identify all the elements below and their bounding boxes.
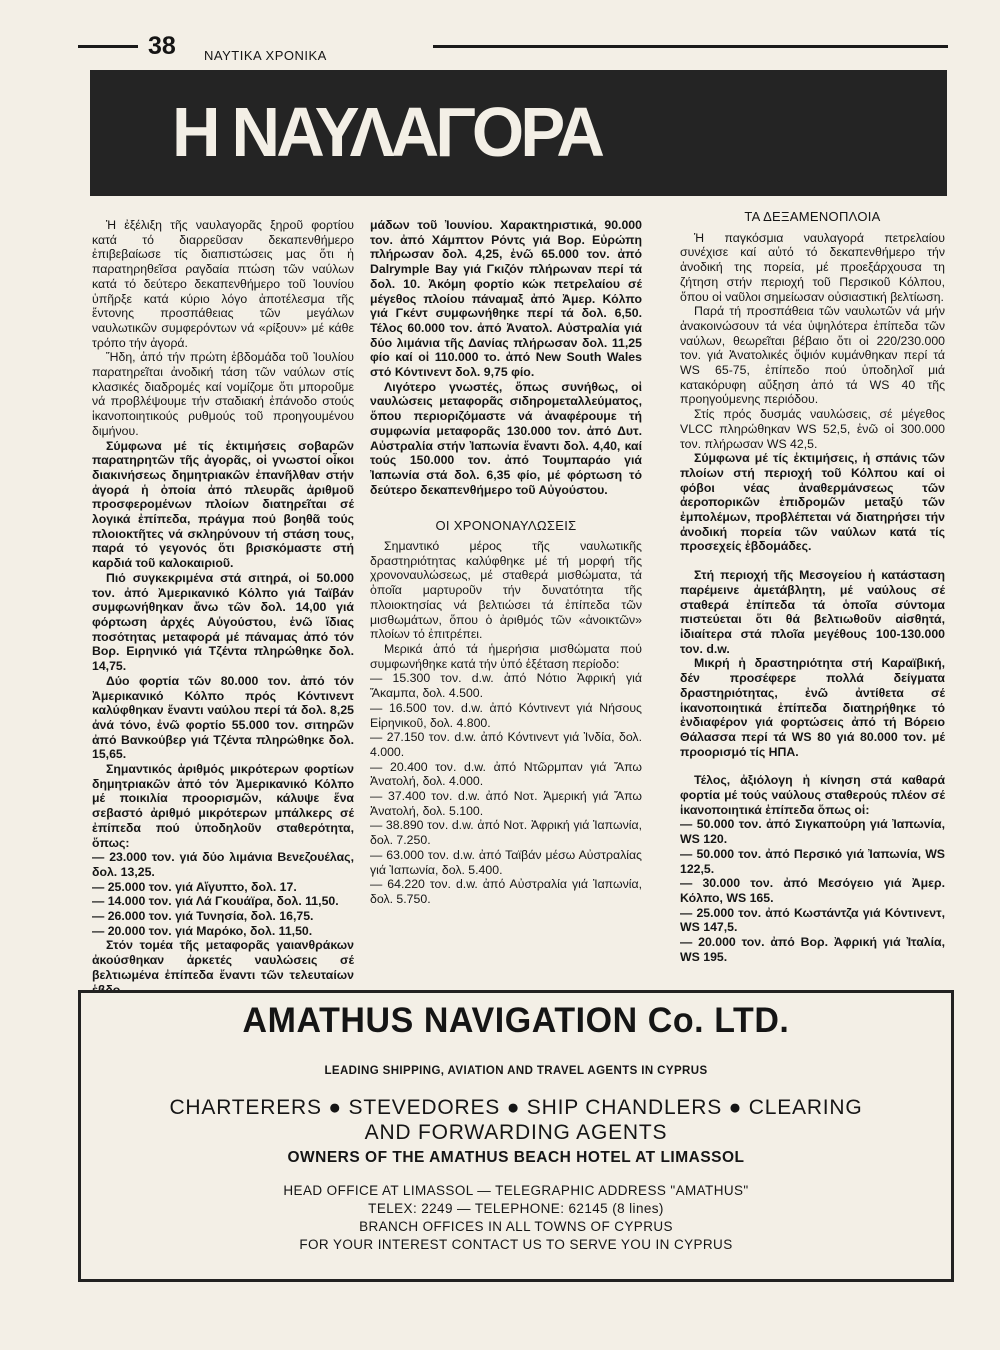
advertisement-box: [78, 990, 954, 1282]
paragraph: Στόν τομέα τῆς μεταφορᾶς γαιανθράκων ἀκούσθηκαν ἀρκετές ναυλώσεις σέ βελτιωμένα ἐπίπεδα ἔναντι τῶν τελευταίων: [92, 938, 354, 982]
article-column-2: [370, 218, 642, 907]
head-office-line: HEAD OFFICE AT LIMASSOL — TELEGRAPHIC ADDRESS "AMATHUS": [283, 1183, 749, 1198]
services-line-1: CHARTERERS ● STEVEDORES ● SHIP CHANDLERS ● CLEARING: [169, 1096, 863, 1119]
company-name: AMATHUS NAVIGATION Co. LTD.: [242, 1001, 790, 1040]
list-item: — 20.400 τον. d.w. ἀπό Ντῶρμπαν γιά Ἄπω Ἀνατολή, δολ. 4.000.: [370, 759, 642, 789]
paragraph: Σύμφωνα μέ τίς ἐκτιμήσεις σοβαρῶν παρατηρητῶν τῆς ἀγορᾶς, οἱ γνωστοί οἶκοι διακινήσεως δημητριακῶν ἐπανῆλθαν στήν ἀγορά ἡ ὁποία ἀπό πλευρᾶς ἀριθμοῦ προσφερομένων πλοίων διατηρεῖται σέ λογικά ἐπίπεδα, πράγμα πού βοηθᾶ τούς πλοιοκτῆτες νά σκληρύνουν τή στάση τους, παρά τό γεγονός ὅτι βρισκόμαστε στή καρδιά τοῦ καλοκαιριοῦ.: [92, 438, 354, 571]
paragraph: Σημαντικό μέρος τῆς ναυλωτικῆς δραστηριότητας καλύφθηκε μέ τή μορφή τῆς χρονοναυλώσεως, μέ σταθερά μισθώματα, τά ὁποῖα μαρτυροῦν τήν δυνατότητα τῆς πλοιοκτησίας νά βελτιώσει τά ἐπίπεδα τῶν μισθωμάτων, ὅπου ὁ ἀριθμός τῶν «ἀνοικτῶν» πλοίων τό ἐπιτρέπει.: [370, 539, 642, 642]
list-item: — 26.000 τον. γιά Τυνησία, δολ. 16,75.: [92, 909, 314, 924]
paragraph: Λιγότερο γνωστές, ὅπως συνήθως, οἱ ναυλώσεις μεταφορᾶς σιδηρομεταλλεύματος, ὅπου περιοριζόμαστε νά ἀναφέρουμε τή συμφωνία μεταφορᾶς 130.000 τον. ἀπό Δυτ. Αὐστραλία στήν Ἰαπωνία ἔναντι δολ. 4,40, καί τούς 150.000 τον. ἀπό Τουμπαράο γιά Ἰαπωνία στά δολ. 6,35 φίο, μέ φόρτωση τό δεύτερο δεκαπενθήμερο τοῦ Αὐγούστου.: [370, 379, 642, 497]
list-item: — 37.400 τον. d.w. ἀπό Νοτ. Ἀμερική γιά Ἄπω Ἀνατολή, δολ. 5.100.: [370, 789, 642, 818]
section-heading-tankers: ΤΑ ΔΕΞΑΜΕΝΟΠΛΟΙΑ: [744, 209, 881, 224]
paragraph: Δύο φορτία τῶν 80.000 τον. ἀπό τόν Ἀμερικανικό Κόλπο πρός Κόντινεντ καλύφθηκαν ἔναντι ναύλου περί τά δολ. 8,25 ἀνά τόνο, ἐνῶ φορτίο 55.000 τον. σιτηρῶν ἀπό Βανκούβερ γιά Τζέντα πληρώθηκε δολ. 15,65.: [92, 673, 354, 762]
paragraph: Στή περιοχή τῆς Μεσογείου ἡ κατάσταση παρέμεινε ἀμετάβλητη, μέ ναύλους σέ σταθερά ἐπίπεδα τά ὁποῖα σύντομα πιστεύεται ὅτι θά βελτιωθοῦν αἰσθητά, ἰδιαίτερα στά πλοῖα μεγέθους 100-130.000 τον. d.w.: [680, 568, 945, 656]
section-heading-time-charters: ΟΙ ΧΡΟΝΟΝΑΥΛΩΣΕΙΣ: [435, 518, 577, 534]
journal-name: ΝΑΥΤΙΚΑ ΧΡΟΝΙΚΑ: [204, 48, 327, 63]
paragraph: Σύμφωνα μέ τίς ἐκτιμήσεις, ἡ σπάνις τῶν πλοίων στή περιοχή τοῦ Κόλπου καί οἱ φόβοι νέας ἀναθερμάνσεως τῶν ἀεροπορικῶν ἐπιδρομῶν μεταξύ τῶν ἐμπολέμων, προβλέπεται νά διατηρήσει τήν ἀνοδική πορεία τῶν ναύλων κατά τίς προσεχείς ἑβδομάδες.: [680, 451, 945, 554]
services-line-2: AND FORWARDING AGENTS: [364, 1121, 668, 1144]
paragraph: Ἡ παγκόσμια ναυλαγορά πετρελαίου συνέχισε καί αὐτό τό δεκαπενθήμερο τήν ἀνοδική της πορεία, μέ προεξάρχουσα τη ζήτηση στήν περιοχή τοῦ Περσικοῦ Κόλπου, ὅπου οἱ ναῦλοι σημείωσαν οὐσιαστική βελτίωση.: [680, 230, 945, 304]
branches-line: BRANCH OFFICES IN ALL TOWNS OF CYPRUS: [359, 1219, 673, 1234]
list-item: — 16.500 τον. d.w. ἀπό Κόντινεντ γιά Νήσους Εἰρηνικοῦ, δολ. 4.800.: [370, 700, 642, 730]
section-title: Η ΝΑΥΛΑΓΟΡΑ: [172, 93, 602, 171]
list-item: — 14.000 τον. γιά Λά Γκουάϊρα, δολ. 11,50.: [92, 894, 339, 909]
list-item: — 50.000 τον. ἀπό Σιγκαπούρη γιά Ἰαπωνία, WS 120.: [680, 817, 945, 847]
list-item: — 27.150 τον. d.w. ἀπό Κόντινεντ γιά Ἰνδία, δολ. 4.000.: [370, 730, 642, 759]
list-item: — 30.000 τον. ἀπό Μεσόγειο γιά Ἀμερ. Κόλπο, WS 165.: [680, 876, 945, 905]
paragraph: Πιό συγκεκριμένα στά σιτηρά, οἱ 50.000 τον. ἀπό Ἀμερικανικό Κόλπο γιά Ταϊβάν συμφωνήθηκαν ἄνω τῶν δολ. 14,00 γιά φόρτωση ἀρχές Αὐγούστου, ἐνῶ ἴδιας ποσότητας μεταφορά μέ πάναμας ἀπό τόν Βορ. Ειρηνικό γιά Τζέντα πληρώθηκε δολ. 14,75.: [92, 570, 354, 674]
list-item: — 23.000 τον. γιά δύο λιμάνια Βενεζουέλας, δολ. 13,25.: [92, 850, 354, 879]
paragraph: Παρά τή προσπάθεια τῶν ναυλωτῶν νά μήν ἀνακοινώσουν τά νέα ὑψηλότερα ἐπίπεδα τῶν ναύλων, θεωρεῖται βέβαιο ὅτι οἱ 220/230.000 τον. γιά Ἀνατολικές ὄψιόν κυμάνθηκαν περί τά WS 65-75, ἐπίπεδο πού ὑποδηλοῖ μιά κατακόρυφη αὔξηση ἀπό τά WS 40 τῆς προηγούμενης περιόδου.: [680, 304, 945, 407]
contact-line: FOR YOUR INTEREST CONTACT US TO SERVE YOU IN CYPRUS: [299, 1237, 733, 1252]
page-header: [78, 32, 948, 66]
paragraph: Στίς πρός δυσμάς ναυλώσεις, σέ μέγεθος VLCC πληρώθηκαν WS 52,5, ἐνῶ οἱ 300.000 τον. πλήρωσαν WS 42,5.: [680, 407, 945, 451]
list-item: — 64.220 τον. d.w. ἀπό Αὐστραλία γιά Ἰαπωνία, δολ. 5.750.: [370, 877, 642, 906]
list-item: — 15.300 τον. d.w. ἀπό Νότιο Ἀφρική γιά Ἄκαμπα, δολ. 4.500.: [370, 671, 642, 701]
list-item: — 20.000 τον. γιά Μαρόκο, δολ. 11,50.: [92, 923, 313, 938]
list-item: — 25.000 τον. ἀπό Κωστάντζα γιά Κόντινεντ, WS 147,5.: [680, 905, 945, 935]
article-column-3: [680, 210, 945, 964]
paragraph: Μικρή ἡ δραστηριότητα στή Καραϊβική, δέν προσέφερε πολλά δείγματα δραστηριότητας, ἐνῶ ἀντίθετα σέ ἱκανοποιητικά ἐπίπεδα διατηρήθηκε τό ἐνδιαφέρον γιά φορτώσεις ἀπό τή Βόρειο Θάλασσα περί τά WS 80 γιά 80.000 τον. μέ προορισμό τίς ΗΠΑ.: [680, 656, 945, 759]
list-item: — 50.000 τον. ἀπό Περσικό γιά Ἰαπωνία, WS 122,5.: [680, 846, 945, 876]
owners-line: OWNERS OF THE AMATHUS BEACH HOTEL AT LIMASSOL: [287, 1149, 745, 1166]
page-number: 38: [148, 32, 176, 60]
section-banner: [90, 70, 947, 196]
paragraph: Μερικά ἀπό τά ἡμερήσια μισθώματα πού συμφωνήθηκε κατά τήν ὑπό ἐξέταση περίοδο:: [370, 641, 642, 671]
paragraph: Σημαντικός ἀριθμός μικρότερων φορτίων δημητριακῶν ἀπό τόν Ἀμερικανικό Κόλπο μέ ποικιλία προορισμῶν, κάλυψε ἕνα σεβαστό ἀριθμό μικρότερων μπάλκερς σέ ἐπίπεδα πού ὑποδηλοῦν σταθερότητα, ὅπως:: [92, 762, 354, 850]
list-item: — 63.000 τον. d.w. ἀπό Ταϊβάν μέσω Αὐστραλίας γιά Ἰαπωνία, δολ. 5.400.: [370, 847, 642, 877]
paragraph: μάδων τοῦ Ἰουνίου. Χαρακτηριστικά, 90.000 τον. ἀπό Χάμπτον Ρόντς γιά Βορ. Εὐρώπη πλήρωσαν δολ. 4,25, ἐνῶ 65.000 τον. ἀπό Dalrymple Bay γιά Γκιζόν πλήρωναν περί τά δολ. 10. Ἀκόμη φορτίο κώκ πετρελαίου σέ μέγεθος πλοίου πάναμαξ ἀπό Ἀμερ. Κόλπο γιά Γκέντ συμφωνήθηκε περί τά δολ. 6,50. Τέλος 60.000 τον. ἀπό Ἀνατολ. Αὐστραλία γιά δύο λιμάνια τῆς Δανίας πλήρωσαν δολ. 11,25 φίο καί οἱ 110.000 το. ἀπό New South Wales στό Κόντινεντ δολ. 9,75 φίο.: [370, 218, 642, 380]
article-column-1: [92, 218, 354, 997]
paragraph: Τέλος, ἀξιόλογη ἡ κίνηση στά καθαρά φορτία μέ τούς ναύλους σταθερούς πλέον σέ ἱκανοποιητικά ἐπίπεδα ὅπως οἱ:: [680, 773, 945, 817]
telex-line: TELEX: 2249 — TELEPHONE: 62145 (8 lines): [368, 1201, 664, 1216]
company-tagline: LEADING SHIPPING, AVIATION AND TRAVEL AGENTS IN CYPRUS: [324, 1065, 708, 1077]
header-rule-right: [433, 45, 948, 48]
list-item: — 38.890 τον. d.w. ἀπό Νοτ. Ἀφρική γιά Ἰαπωνία, δολ. 7.250.: [370, 818, 642, 848]
paragraph: Ἤδη, ἀπό τήν πρώτη ἑβδομάδα τοῦ Ἰουλίου παρατηρεῖται ἀνοδική τάση τῶν ναύλων στίς κλασικές διαδρομές καί νομίζομε ὅτι μποροῦμε νά προβλέψουμε τήν σταδιακή ἐπάνοδο στούς ἱκανοποιητικούς ρυθμούς τοῦ προηγουμένου διμήνου.: [92, 350, 354, 438]
paragraph: Ἡ ἐξέλιξη τῆς ναυλαγορᾶς ξηροῦ φορτίου κατά τό διαρρεῦσαν δεκαπενθήμερο ἐπιβεβαίωσε τίς διαπιστώσεις μας ὅτι ἡ παρατηρηθεῖσα ραγδαία πτώση τῶν ναύλων κατά τό δεύτερο δεκαπενθήμερο τοῦ Ἰουνίου ὑπῆρξε κατά κύριο λόγο ἀποτέλεσμα τῆς ἔντονης προσπάθειας τῶν μεγάλων ναυλωτικῶν συμφερόντων νά «ρίξουν» μέ κάθε τρόπο τήν ἀγορά.: [92, 218, 354, 350]
list-item: — 20.000 τον. ἀπό Βορ. Ἀφρική γιά Ἰταλία, WS 195.: [680, 935, 945, 964]
header-rule-left: [78, 45, 138, 48]
list-item: — 25.000 τον. γιά Αἴγυπτο, δολ. 17.: [92, 879, 297, 894]
